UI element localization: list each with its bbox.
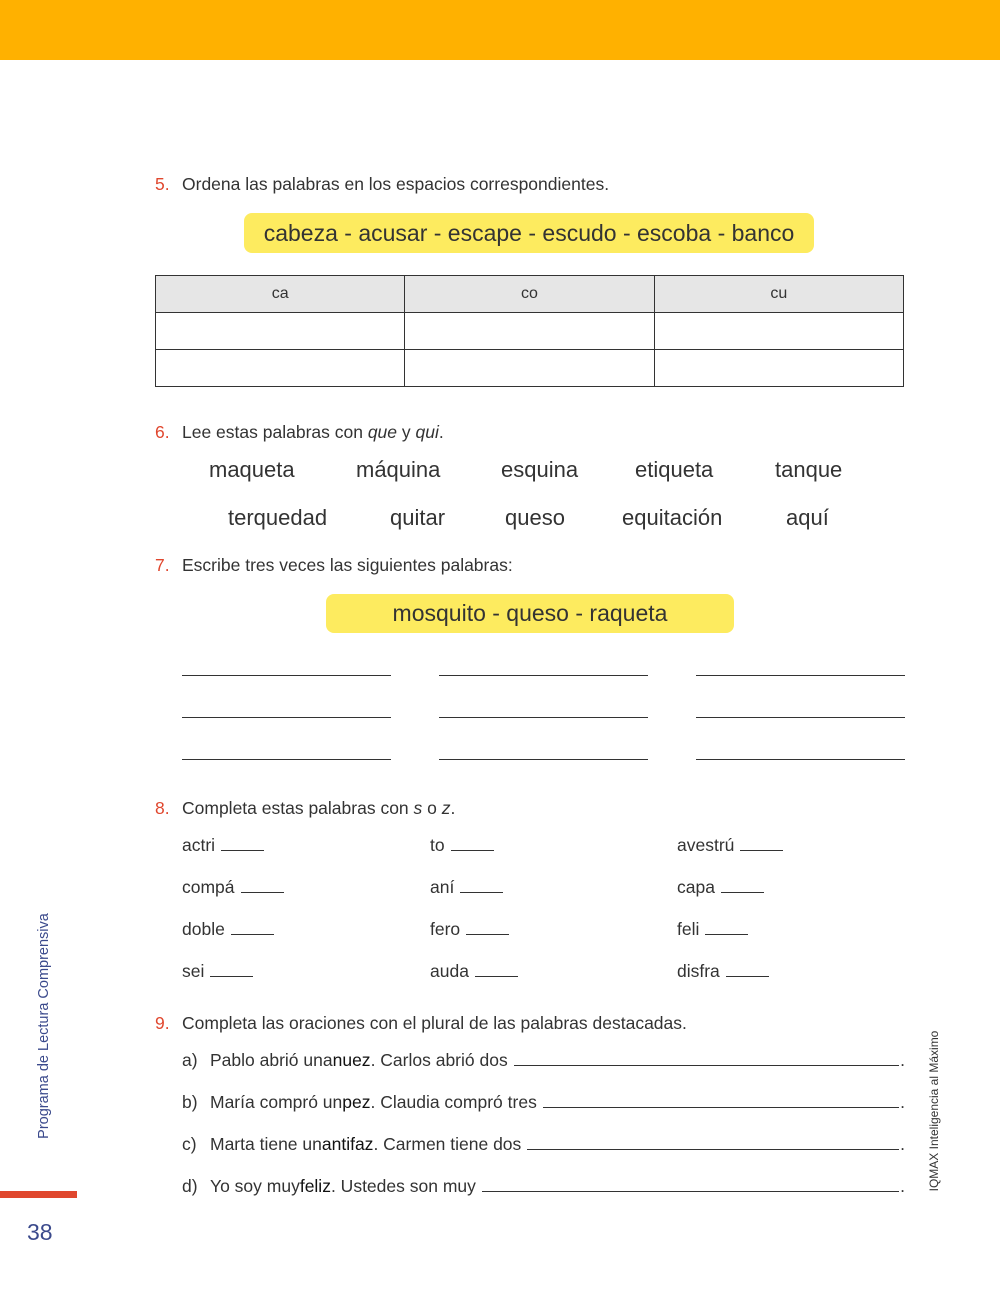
fill-item-word: capa xyxy=(677,877,715,897)
word-bank-7: mosquito - queso - raqueta xyxy=(326,594,734,633)
letter-blank[interactable] xyxy=(466,922,509,935)
qui-syllable: qui xyxy=(415,422,439,442)
writing-line[interactable] xyxy=(696,759,905,760)
highlighted-word: nuez xyxy=(332,1050,371,1070)
word-bank-5: cabeza - acusar - escape - escudo - escoba - banco xyxy=(244,213,814,253)
reading-word: quitar xyxy=(390,505,446,530)
question-5 xyxy=(155,174,609,195)
reading-word: aquí xyxy=(786,505,829,530)
answer-line[interactable] xyxy=(543,1095,899,1108)
question-number: 8. xyxy=(155,798,170,818)
question-7 xyxy=(155,555,513,576)
highlighted-word: pez xyxy=(342,1092,371,1112)
table-cell[interactable] xyxy=(156,350,405,387)
highlighted-word: feliz xyxy=(299,1176,331,1196)
reading-word: equitación xyxy=(622,505,723,530)
brand-text-vertical: IQMAX Inteligencia al Máximo xyxy=(927,1030,941,1192)
que-syllable: que xyxy=(367,422,398,442)
fill-item-word: to xyxy=(430,835,445,855)
question-text: Completa las oraciones con el plural de las palabras destacadas. xyxy=(182,1013,687,1033)
writing-line[interactable] xyxy=(182,675,391,676)
page-marker-bar xyxy=(0,1191,77,1198)
highlighted-word: antifaz xyxy=(321,1134,374,1154)
period: . xyxy=(450,798,456,818)
fill-item-word: doble xyxy=(182,919,225,939)
period: . xyxy=(900,1176,905,1196)
fill-item xyxy=(182,835,264,856)
top-banner xyxy=(0,0,1000,60)
answer-line[interactable] xyxy=(514,1053,899,1066)
table-cell[interactable] xyxy=(405,350,654,387)
sentence-b xyxy=(182,1092,905,1113)
reading-word: maqueta xyxy=(209,457,295,482)
question-number: 9. xyxy=(155,1013,170,1033)
table-header-cu: cu xyxy=(654,276,903,313)
sentence-text: Pablo abrió una xyxy=(210,1050,333,1070)
fill-item-word: fero xyxy=(430,919,461,939)
fill-item-word: avestrú xyxy=(677,835,735,855)
page-number: 38 xyxy=(27,1219,53,1245)
question-text: Completa estas palabras con xyxy=(182,798,414,818)
letter-blank[interactable] xyxy=(721,880,764,893)
question-text: Ordena las palabras en los espacios correspondientes. xyxy=(182,174,610,194)
fill-item-word: auda xyxy=(430,961,469,981)
reading-word: máquina xyxy=(356,457,441,482)
reading-word: terquedad xyxy=(228,505,328,530)
letter-blank[interactable] xyxy=(726,964,769,977)
fill-item-word: aní xyxy=(430,877,455,897)
fill-item xyxy=(182,877,284,898)
sentence-c xyxy=(182,1134,905,1155)
fill-item-word: compá xyxy=(182,877,235,897)
answer-line[interactable] xyxy=(527,1137,899,1150)
writing-line[interactable] xyxy=(182,759,391,760)
period: . xyxy=(900,1134,905,1154)
sentence-text: . Claudia compró tres xyxy=(370,1092,537,1112)
letter-blank[interactable] xyxy=(475,964,518,977)
sentence-text: María compró un xyxy=(210,1092,343,1112)
fill-item xyxy=(677,961,769,982)
letter-blank[interactable] xyxy=(705,922,748,935)
table-cell[interactable] xyxy=(405,313,654,350)
fill-item xyxy=(430,877,503,898)
writing-line[interactable] xyxy=(182,717,391,718)
writing-line[interactable] xyxy=(439,759,648,760)
letter-blank[interactable] xyxy=(241,880,284,893)
question-9 xyxy=(155,1013,687,1034)
reading-word: tanque xyxy=(775,457,843,482)
question-number: 5. xyxy=(155,174,170,194)
sentence-a xyxy=(182,1050,905,1071)
reading-word: etiqueta xyxy=(635,457,714,482)
table-cell[interactable] xyxy=(654,350,903,387)
answer-line[interactable] xyxy=(482,1179,899,1192)
period: . xyxy=(438,422,444,442)
sentence-label: a) xyxy=(182,1050,198,1070)
writing-line[interactable] xyxy=(696,717,905,718)
reading-word: queso xyxy=(505,505,565,530)
sentence-label: d) xyxy=(182,1176,198,1196)
table-header-ca: ca xyxy=(156,276,405,313)
question-number: 7. xyxy=(155,555,170,575)
sentence-text: . Ustedes son muy xyxy=(330,1176,476,1196)
letter-blank[interactable] xyxy=(231,922,274,935)
writing-line[interactable] xyxy=(696,675,905,676)
writing-line[interactable] xyxy=(439,675,648,676)
fill-item-word: sei xyxy=(182,961,205,981)
question-text: Escribe tres veces las siguientes palabras: xyxy=(182,555,513,575)
fill-item-word: feli xyxy=(677,919,700,939)
fill-item xyxy=(182,919,274,940)
conjunction: o xyxy=(422,798,442,818)
question-6 xyxy=(155,422,444,443)
letter-blank[interactable] xyxy=(210,964,253,977)
conjunction: y xyxy=(397,422,416,442)
question-8 xyxy=(155,798,455,819)
fill-item xyxy=(430,835,494,856)
fill-item xyxy=(677,877,764,898)
reading-word: esquina xyxy=(501,457,579,482)
fill-item xyxy=(430,961,518,982)
table-header-co: co xyxy=(405,276,654,313)
letter-blank[interactable] xyxy=(221,838,264,851)
table-cell[interactable] xyxy=(654,313,903,350)
fill-item xyxy=(430,919,509,940)
letter-blank[interactable] xyxy=(451,838,494,851)
fill-item-word: disfra xyxy=(677,961,720,981)
fill-item xyxy=(677,835,783,856)
sentence-text: . Carlos abrió dos xyxy=(370,1050,508,1070)
question-text: Lee estas palabras con xyxy=(182,422,368,442)
letter-z: z xyxy=(441,798,451,818)
letter-blank[interactable] xyxy=(740,838,783,851)
question-number: 6. xyxy=(155,422,170,442)
sentence-text: Marta tiene un xyxy=(210,1134,322,1154)
fill-item xyxy=(677,919,748,940)
sorting-table xyxy=(155,275,904,387)
period: . xyxy=(900,1092,905,1112)
letter-blank[interactable] xyxy=(460,880,503,893)
sentence-text: Yo soy muy xyxy=(210,1176,300,1196)
sentence-text: . Carmen tiene dos xyxy=(373,1134,522,1154)
sentence-label: c) xyxy=(182,1134,197,1154)
table-cell[interactable] xyxy=(156,313,405,350)
fill-item-word: actri xyxy=(182,835,216,855)
period: . xyxy=(900,1050,905,1070)
sentence-d xyxy=(182,1176,905,1197)
sentence-label: b) xyxy=(182,1092,198,1112)
letter-s: s xyxy=(413,798,423,818)
program-title-vertical: Programa de Lectura Comprensiva xyxy=(36,913,52,1139)
fill-item xyxy=(182,961,253,982)
writing-line[interactable] xyxy=(439,717,648,718)
